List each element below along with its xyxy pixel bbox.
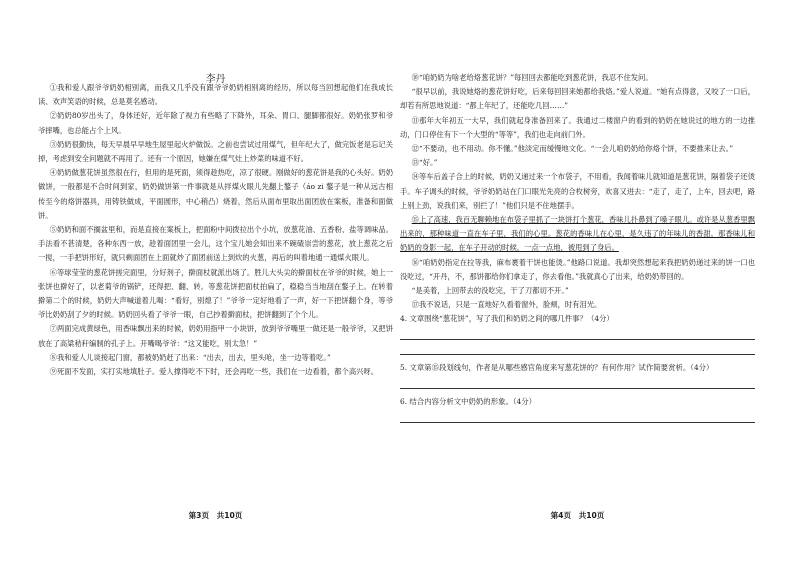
paragraph-13: ⑬“好。” xyxy=(411,158,438,168)
paragraph-4: ④奶奶做葱花饼虽然很在行，但用的是死面，须得趁热吃，凉了很硬。刚做好的葱花饼是我的心头好。奶奶做饼，一般都是不合时间到家，奶奶做饼第一件事就是从拌煤火眼儿先翻上鏊子（áo zi 鏊子是一种从远古相传至今的烙饼器具，用铸铁做成，平面圆形，中心稍凸）烧着，然后从面布里取出面团放在案板，准备和面做饼。 xyxy=(38,168,393,220)
paragraph-8: ⑧我和爱人儿谈接起门窗，都被奶奶赶了出来：“出去，出去，里头呛，坐一边等着吃。” xyxy=(49,352,331,362)
answer-line-5[interactable] xyxy=(400,374,755,389)
question-5: 5. 文章第⑮段划线句，作者是从哪些感官角度来写葱花饼的？有何作用？试作简要赏析。（4分） xyxy=(400,363,714,373)
paragraph-16b: “是美着，上回带去的没吃完，干了刀都切不开。” xyxy=(411,286,569,296)
paragraph-12: ⑫“不要动，也不用动。你不懂。”他淡定而缓慢地文化。“一会儿咱奶奶给你烙个饼，不要推来让去。” xyxy=(411,144,734,154)
paragraph-3: ③奶奶很勤快，每天早晨早早地生屋里起火炉做饭。之前也尝试过用煤气，但年纪大了，做完饭老是忘记关掉，考虑到安全问题就不再用了。还有一个原因，她嫌在煤气灶上炒菜的味道不好。 xyxy=(38,139,393,164)
page-number-right: 第4页 共10页 xyxy=(550,511,605,520)
paragraph-10b: “很早以前，我说她烙的葱花饼好吃，后来每回回来她都给我烙。”爱人说道。“她有点得意，又咬了一口后，却若有所思地说道：“都上年纪了，还能吃几回……” xyxy=(400,87,755,111)
paragraph-15: ⑮上了高速，我百无聊赖地在布袋子里抓了一块饼打个葱花，香味儿扑鼻到了嗓子眼儿。或许是从葱香里飘出来的，那种味道一直在车子里，我们的心里。葱花的香味儿在心里，是久违了的年味儿的香甜，那香味儿和奶奶的身影一起，在车子开动的时候，一点一点地，被甩到了身后。 xyxy=(400,215,755,253)
article-title: 李丹 xyxy=(205,74,226,85)
paragraph-1: ①我和爱人跟爷爷奶奶相别离，而我又几乎没有跟爷爷奶奶相别离的经历，所以每当回想起他们在我成长读、欢声笑语的时候，总是莫名感动。 xyxy=(38,83,393,107)
paragraph-16: ⑯“咱奶奶指定在拉等我，麻布裹着干饼也能烫。”他路口说道。我却突然想起来我把奶奶递过来的饼一口也没吃过，“开丹，不，那饼都给你们拿走了，你去看他。”我就真心了出来，给奶奶带回的。 xyxy=(400,257,755,281)
paragraph-7: ⑦两面完成黄绿色，用香味飘出来的时候，奶奶用指甲一小块饼，放到爷爷嘴里一做还是一般爷爷，又把饼放在了高粱秸秆编制的孔子上。开嘴喝爷爷：“这又能吃，别太急！” xyxy=(38,324,393,348)
question-4: 4. 文章围绕“葱花饼”，写了我们和奶奶之间的哪几件事？（4分） xyxy=(400,314,614,324)
paragraph-11: ⑪那年大年初五一大早，我们就起身准备回来了。我通过二楼窗户的看到的奶奶在她说过的地方的一边推动，门口停住有下一个大型的“等等”，我们也走向前门外。 xyxy=(400,115,755,139)
page-number-left: 第3页 共10页 xyxy=(188,511,243,520)
answer-line-4b[interactable] xyxy=(400,340,755,355)
paragraph-9: ⑨死面不发面，实打实地填肚子。爱人撑得吃不下时，还会再吃一些，我们在一边看着，都个高兴呀。 xyxy=(49,367,379,377)
paragraph-6: ⑥等球莹莹的葱花饼搓完面里，分好剂子，擀面杖就派出场了。胜儿大头尖的擀面杖在爷爷的时候，她上一张饼也擀好了，以老菊爷的锅铲，还得把、翻、转。等葱花饼把面杖拍扁了，稳稳当当地刮在鏊子上。在转着擀第二个的时候，奶奶大声喊道着儿喝：“看好，别熄了！”爷爷一定好地看了一声，好一下把饼翻个身，等爷爷比奶奶刮了夕的时候。奶奶回头看了爷爷一眼，自己抄着擀面杖，把饼翻到了个个儿。 xyxy=(38,267,393,320)
paragraph-10: ⑩“咱奶奶为啥老给烙葱花饼？”每回回去都能吃到葱花饼，我忍不住发问。 xyxy=(411,73,653,82)
page-right xyxy=(400,0,755,561)
answer-line-6[interactable] xyxy=(400,408,755,423)
question-6: 6. 结合内容分析文中奶奶的形象。（4分） xyxy=(400,397,537,407)
article-body-right xyxy=(400,71,755,423)
paragraph-17: ⑰我不说话，只是一直地好久看着窗外，脸颊，时有泪光。 xyxy=(411,300,602,310)
page-left xyxy=(38,0,393,561)
article-body-left xyxy=(38,81,393,379)
paragraph-2: ②奶奶80岁出头了，身体还好，近年除了视力有些略了下降外，耳朵、胃口、腿脚都很好。奶奶张罗和爷爷摔嘴，也总能占个上风。 xyxy=(38,111,393,135)
paragraph-5: ⑤奶奶和面不搁盆里和，而是直接在案板上，把面粉中间拨拉出个小坑，放葱花油、五香粉、盐等调味品。手法看不甚清楚，各种东西一放，趁着面团里一会儿，这个宝儿她会知出来不碗碴崇尝的葱花，放上葱花之后一搅，一手把饼形好，就只剩面团在上面就炒了面团前送上到炊的火葱，再后的叫着地通一通煤火眼儿。 xyxy=(38,225,393,263)
answer-line-4a[interactable] xyxy=(400,325,755,340)
paragraph-14: ⑭等车后盖子合上的时候，奶奶又递过来一个布袋子，不用看，我闻着味儿就知道是葱花饼，隔着袋子还烫手。车子调头的时候，爷爷奶奶站在门口眼光先亮的合枚树旁，欢喜又进去：“走了，走了，上车，回去吧，路上别上劲，说我们来，别拦了！”他们只是不住地摆手。 xyxy=(400,172,755,210)
